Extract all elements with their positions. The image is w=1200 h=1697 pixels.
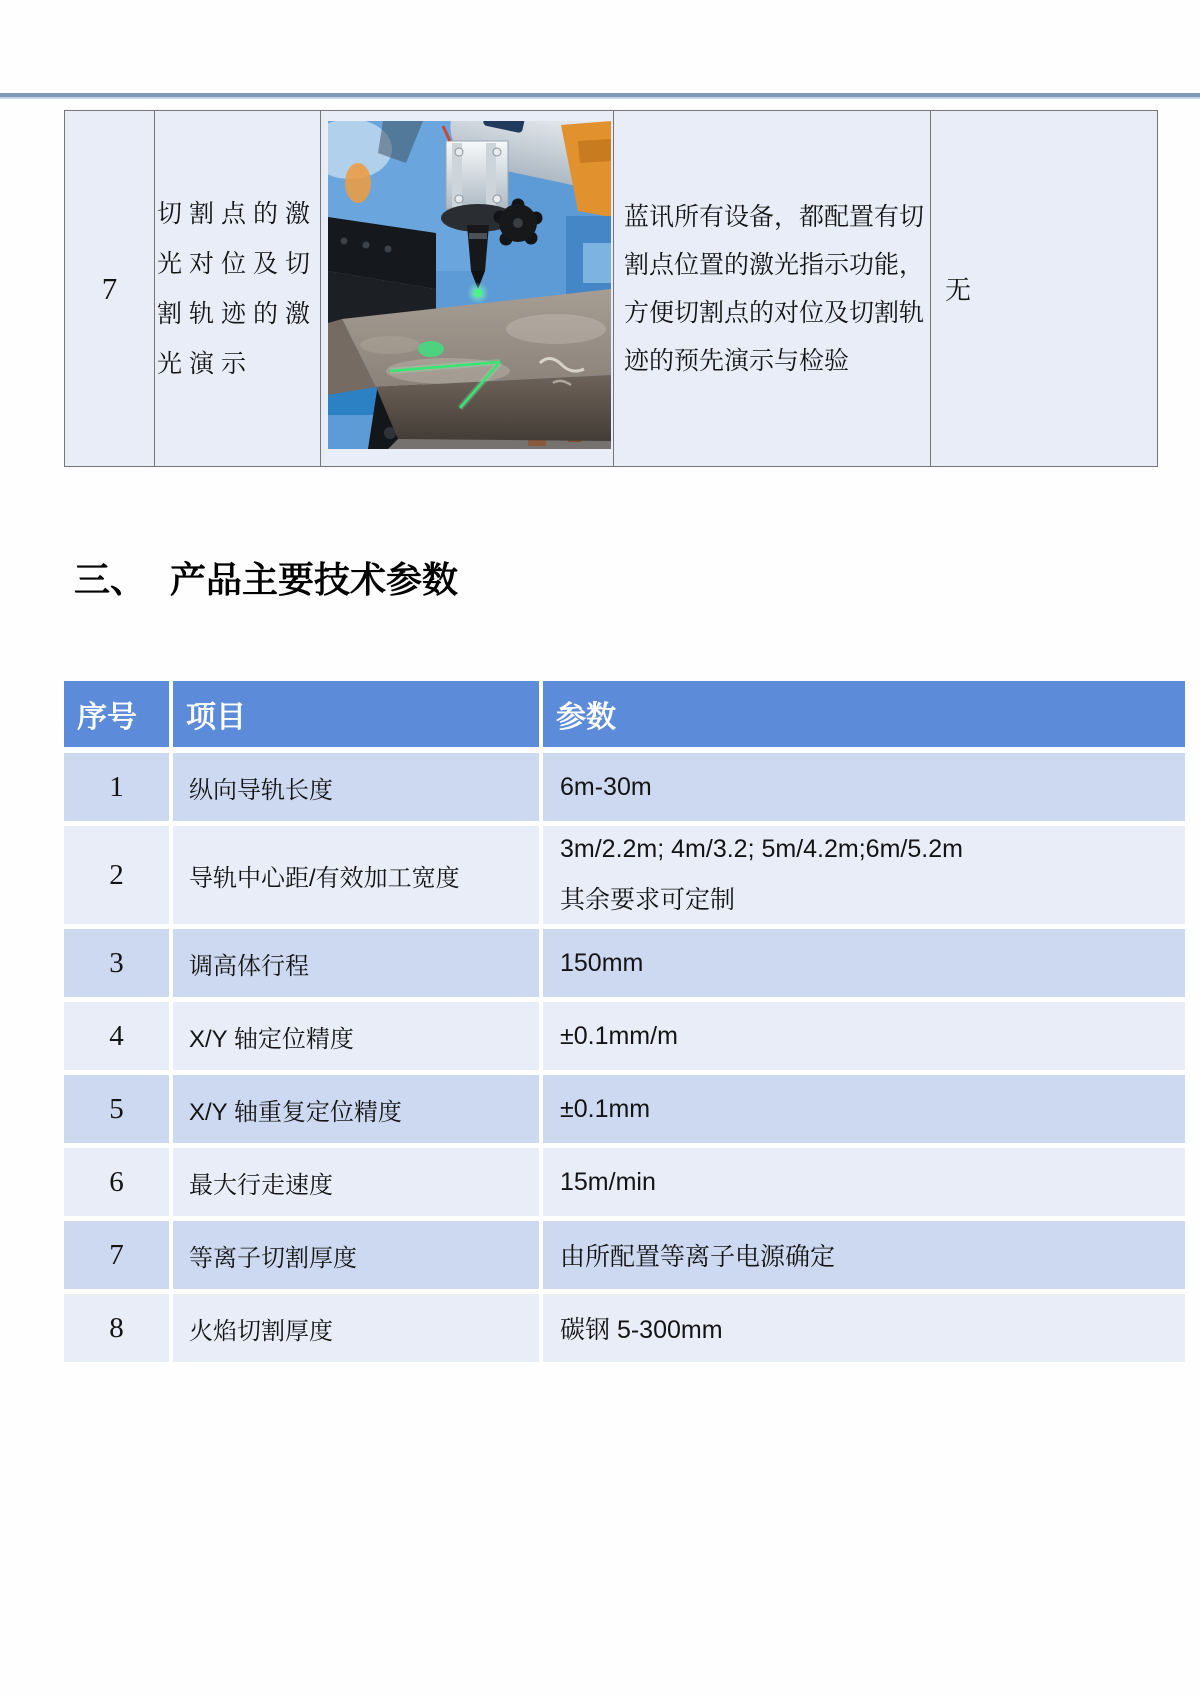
feature-description-cell	[613, 111, 930, 466]
spec-value-line: 15m/min	[560, 1167, 656, 1196]
header-item: 项目	[173, 681, 539, 747]
feature-table	[64, 110, 1158, 467]
spec-value	[543, 1294, 1185, 1362]
section-number: 三、	[74, 560, 147, 600]
feature-name: 切割点的激光对位及切割轨迹的激光演示	[157, 199, 318, 378]
spec-value-line: 由所配置等离子电源确定	[560, 1243, 836, 1271]
table-row	[64, 826, 1185, 924]
section-title: 产品主要技术参数	[170, 560, 459, 600]
spec-row-number: 6	[64, 1148, 169, 1216]
spec-value	[543, 826, 1185, 924]
table-row	[64, 1294, 1185, 1362]
header-parameter: 参数	[543, 681, 1185, 747]
spec-row-number: 3	[64, 929, 169, 997]
spec-value	[543, 1075, 1185, 1143]
table-row	[64, 1002, 1185, 1070]
table-row	[64, 753, 1185, 821]
spec-value-line: 6m-30m	[560, 772, 652, 801]
spec-value	[543, 1221, 1185, 1289]
spec-table-header	[64, 681, 1185, 747]
spec-row-number: 5	[64, 1075, 169, 1143]
spec-item: 导轨中心距/有效加工宽度	[173, 826, 539, 924]
spec-value-line: 150mm	[560, 948, 644, 977]
spec-value-line: ±0.1mm/m	[560, 1021, 678, 1050]
spec-row-number: 2	[64, 826, 169, 924]
feature-row-number: 7	[101, 270, 118, 306]
spec-table-body	[64, 753, 1185, 1362]
spec-value-line: ±0.1mm	[560, 1094, 651, 1123]
table-row	[64, 1075, 1185, 1143]
spec-value	[543, 929, 1185, 997]
table-row	[64, 929, 1185, 997]
feature-name-cell	[154, 111, 320, 466]
spec-value	[543, 1002, 1185, 1070]
feature-remark: 无	[930, 111, 1159, 466]
spec-value	[543, 753, 1185, 821]
page-header-rule	[0, 93, 1200, 99]
header-no: 序号	[64, 681, 169, 747]
spec-item: 纵向导轨长度	[173, 753, 539, 821]
spec-item: X/Y 轴定位精度	[173, 1002, 539, 1070]
table-row	[64, 1148, 1185, 1216]
spec-item: 调高体行程	[173, 929, 539, 997]
section-heading	[74, 556, 458, 604]
spec-row-number: 8	[64, 1294, 169, 1362]
spec-value	[543, 1148, 1185, 1216]
spec-value-line2: 其余要求可定制	[560, 885, 736, 914]
feature-description: 蓝讯所有设备，都配置有切割点位置的激光指示功能，方便切割点的对位及切割轨迹的预先演示与检验	[624, 202, 925, 375]
spec-item: 最大行走速度	[173, 1148, 539, 1216]
machine-photo	[328, 121, 611, 449]
spec-item: 火焰切割厚度	[173, 1294, 539, 1362]
feature-photo-cell	[320, 111, 613, 466]
spec-row-number: 4	[64, 1002, 169, 1070]
spec-value-line: 3m/2.2m; 4m/3.2; 5m/4.2m;6m/5.2m	[560, 834, 963, 863]
spec-item: 等离子切割厚度	[173, 1221, 539, 1289]
spec-table	[64, 681, 1185, 1362]
spec-row-number: 7	[64, 1221, 169, 1289]
spec-item: X/Y 轴重复定位精度	[173, 1075, 539, 1143]
spec-row-number: 1	[64, 753, 169, 821]
table-row	[64, 1221, 1185, 1289]
spec-value-line: 碳钢 5-300mm	[560, 1316, 723, 1344]
